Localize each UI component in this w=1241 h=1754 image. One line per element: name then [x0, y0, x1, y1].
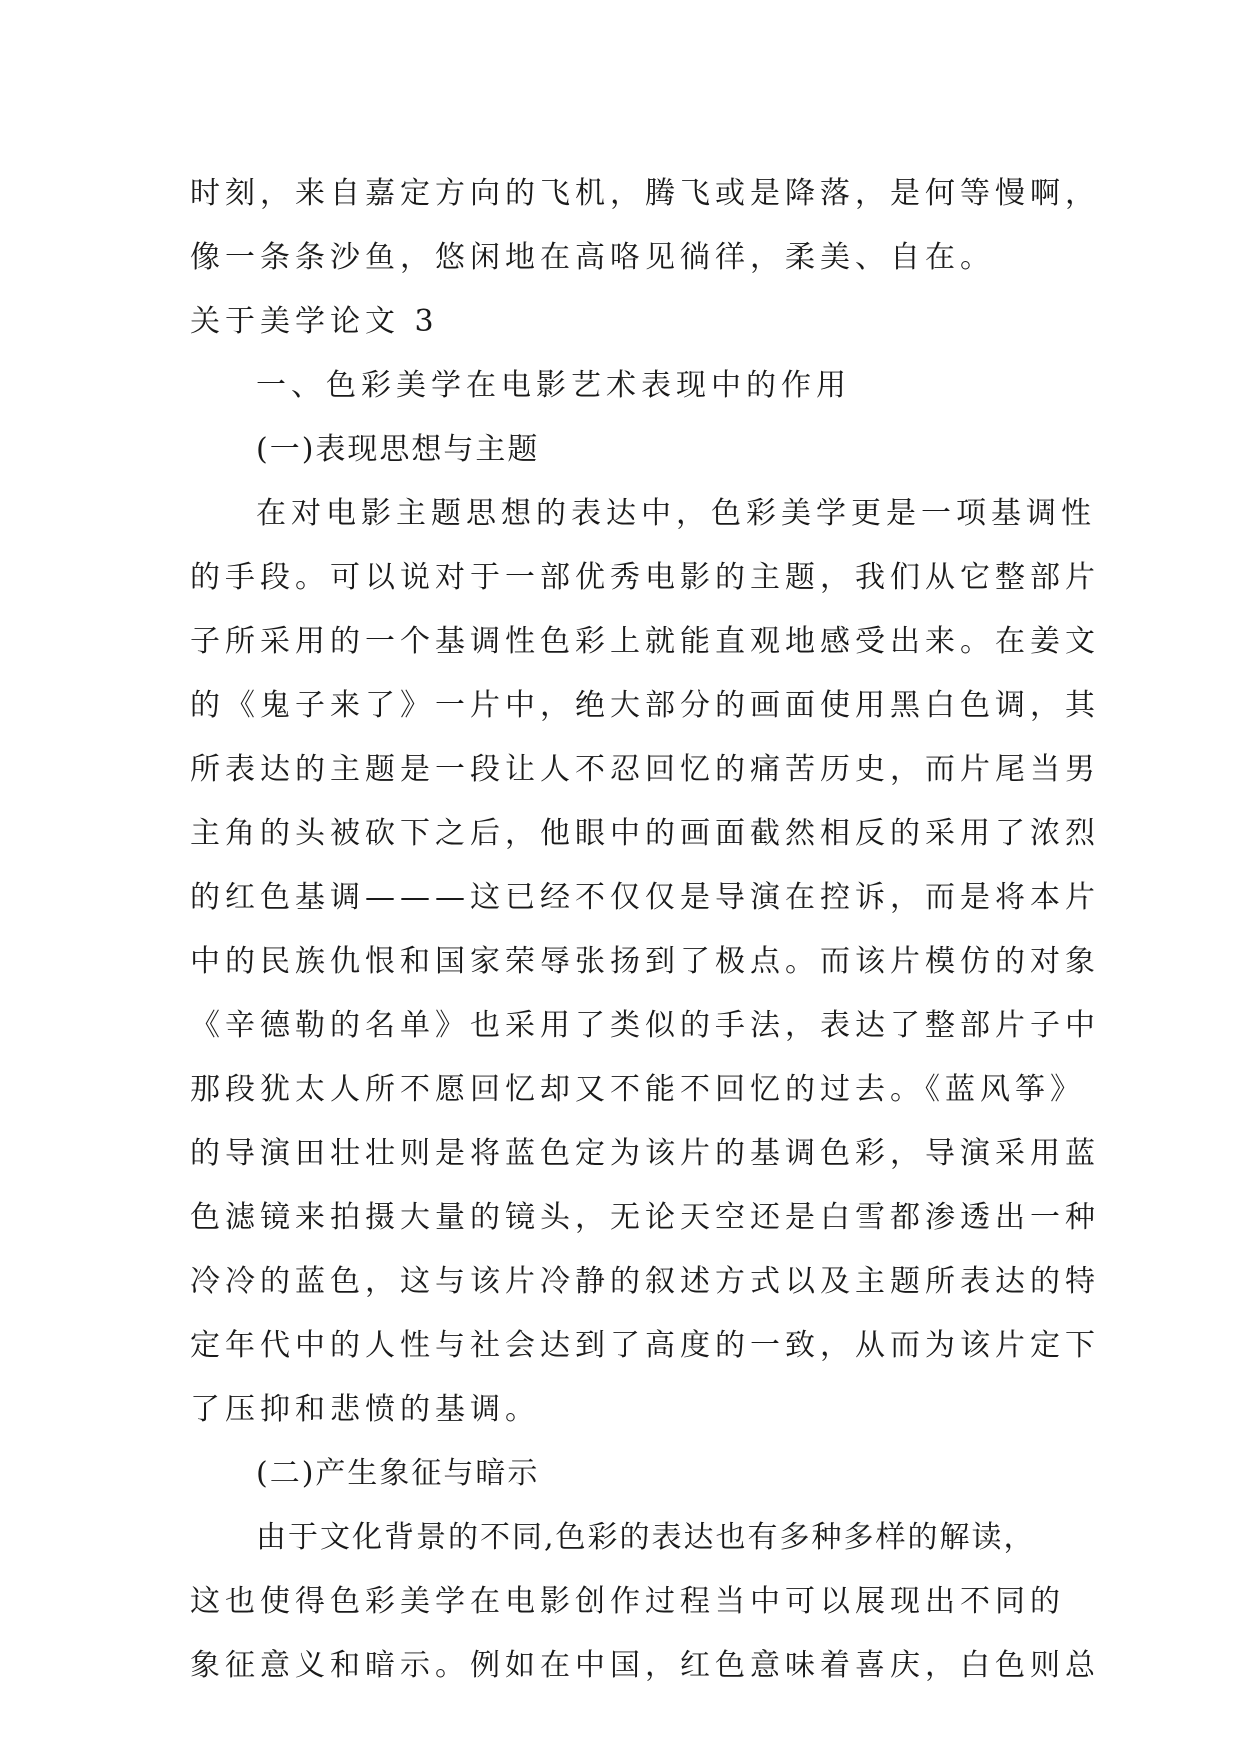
- paragraph-1-line-2: 的手段。可以说对于一部优秀电影的主题，我们从它整部片: [190, 560, 1100, 595]
- body-text: [190, 162, 1100, 1698]
- paragraph-1-line-10: 那段犹太人所不愿回忆却又不能不回忆的过去。《蓝风筝》: [190, 1072, 1085, 1107]
- section-heading: 关于美学论文 3: [190, 304, 439, 339]
- text-line-1: 时刻，来自嘉定方向的飞机，腾飞或是降落，是何等慢啊，: [190, 176, 1100, 211]
- subheading-1: (一)表现思想与主题: [256, 432, 540, 467]
- chapter-heading: 一、色彩美学在电影艺术表现中的作用: [256, 368, 851, 403]
- paragraph-1-line-6: 主角的头被砍下之后，他眼中的画面截然相反的采用了浓烈: [190, 816, 1100, 851]
- paragraph-1-line-4: 的《鬼子来了》一片中，绝大部分的画面使用黑白色调，其: [190, 688, 1100, 723]
- paragraph-1-line-7: 的红色基调———这已经不仅仅是导演在控诉，而是将本片: [190, 880, 1100, 915]
- text-line-2: 像一条条沙鱼，悠闲地在高咯见徜徉，柔美、自在。: [190, 240, 995, 275]
- paragraph-2-line-2: 这也使得色彩美学在电影创作过程当中可以展现出不同的: [190, 1584, 1065, 1619]
- paragraph-1-line-14: 定年代中的人性与社会达到了高度的一致，从而为该片定下: [190, 1328, 1100, 1363]
- paragraph-1-line-5: 所表达的主题是一段让人不忍回忆的痛苦历史，而片尾当男: [190, 752, 1100, 787]
- paragraph-1-line-13: 冷冷的蓝色，这与该片冷静的叙述方式以及主题所表达的特: [190, 1264, 1100, 1299]
- paragraph-1-line-12: 色滤镜来拍摄大量的镜头，无论天空还是白雪都渗透出一种: [190, 1200, 1100, 1235]
- paragraph-2-line-3: 象征意义和暗示。例如在中国，红色意味着喜庆，白色则总: [190, 1648, 1100, 1683]
- paragraph-1-line-3: 子所采用的一个基调性色彩上就能直观地感受出来。在姜文: [190, 624, 1100, 659]
- subheading-2: (二)产生象征与暗示: [256, 1456, 540, 1491]
- paragraph-1-line-9: 《辛德勒的名单》也采用了类似的手法，表达了整部片子中: [190, 1008, 1100, 1043]
- paragraph-1-line-11: 的导演田壮壮则是将蓝色定为该片的基调色彩，导演采用蓝: [190, 1136, 1100, 1171]
- paragraph-1-line-15: 了压抑和悲愤的基调。: [190, 1392, 540, 1427]
- paragraph-1-line-8: 中的民族仇恨和国家荣辱张扬到了极点。而该片模仿的对象: [190, 944, 1100, 979]
- paragraph-2-line-1: 由于文化背景的不同,色彩的表达也有多种多样的解读，: [256, 1520, 1036, 1555]
- paragraph-1-line-1: 在对电影主题思想的表达中，色彩美学更是一项基调性: [256, 496, 1096, 531]
